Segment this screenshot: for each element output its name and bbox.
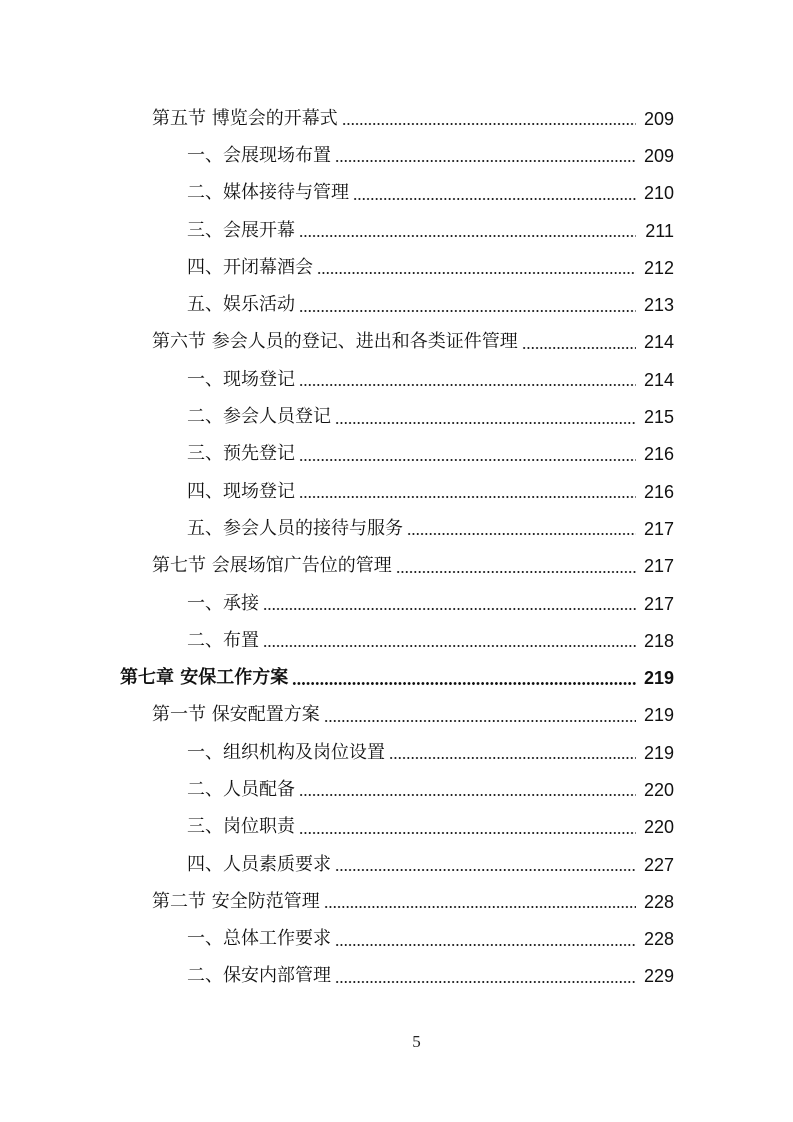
toc-entry-item[interactable] (0, 137, 793, 174)
toc-entry-item[interactable] (0, 398, 793, 435)
toc-entry-page-number: 215 (643, 407, 674, 428)
table-of-contents (0, 100, 793, 995)
toc-entry-page-number: 210 (643, 183, 674, 204)
toc-entry-item[interactable] (0, 212, 793, 249)
toc-entry-page-number: 214 (643, 332, 674, 353)
toc-entry-title: 三、预先登记 (187, 443, 295, 465)
toc-entry-title: 第七节 会展场馆广告位的管理 (152, 555, 392, 577)
dot-leader (299, 308, 636, 313)
toc-entry-title: 第二节 安全防范管理 (152, 890, 320, 912)
toc-entry-title: 一、承接 (187, 592, 259, 614)
dot-leader (335, 979, 636, 984)
toc-entry-title: 一、现场登记 (187, 368, 295, 390)
toc-entry-page-number: 214 (643, 369, 674, 390)
toc-entry-page-number: 209 (643, 108, 674, 129)
toc-entry-page-number: 228 (643, 891, 674, 912)
toc-entry-title: 四、开闭幕酒会 (187, 256, 313, 278)
page-number: 5 (412, 1032, 421, 1051)
dot-leader (335, 868, 636, 873)
toc-entry-page-number: 216 (643, 481, 674, 502)
toc-entry-page-number: 227 (643, 854, 674, 875)
dot-leader (299, 793, 636, 798)
dot-leader (299, 830, 636, 835)
toc-entry-item[interactable] (0, 249, 793, 286)
toc-entry-title: 一、总体工作要求 (187, 928, 331, 950)
dot-leader (299, 495, 636, 500)
toc-entry-title: 一、组织机构及岗位设置 (187, 741, 385, 763)
toc-entry-item[interactable] (0, 510, 793, 547)
toc-entry-page-number: 219 (643, 705, 674, 726)
toc-entry-section[interactable] (0, 324, 793, 361)
toc-entry-title: 二、参会人员登记 (187, 406, 331, 428)
toc-entry-title: 四、现场登记 (187, 480, 295, 502)
toc-entry-page-number: 217 (643, 518, 674, 539)
toc-entry-page-number: 220 (643, 817, 674, 838)
toc-entry-item[interactable] (0, 809, 793, 846)
dot-leader (263, 644, 636, 649)
dot-leader (335, 942, 636, 947)
toc-entry-item[interactable] (0, 921, 793, 958)
toc-entry-item[interactable] (0, 846, 793, 883)
toc-entry-item[interactable] (0, 622, 793, 659)
toc-entry-page-number: 212 (643, 257, 674, 278)
dot-leader (299, 383, 636, 388)
toc-entry-page-number: 213 (643, 295, 674, 316)
toc-entry-page-number: 211 (645, 220, 674, 241)
dot-leader (263, 607, 636, 612)
toc-entry-title: 五、参会人员的接待与服务 (187, 517, 403, 539)
toc-entry-item[interactable] (0, 585, 793, 622)
toc-entry-page-number: 228 (643, 929, 674, 950)
toc-entry-item[interactable] (0, 361, 793, 398)
toc-entry-page-number: 216 (643, 444, 674, 465)
toc-entry-title: 第五节 博览会的开幕式 (152, 107, 338, 129)
toc-entry-page-number: 209 (643, 145, 674, 166)
toc-entry-page-number: 217 (643, 556, 674, 577)
dot-leader (324, 718, 636, 723)
dot-leader (335, 420, 636, 425)
toc-entry-section[interactable] (0, 883, 793, 920)
toc-entry-title: 二、媒体接待与管理 (187, 182, 349, 204)
toc-entry-title: 第七章 安保工作方案 (120, 667, 289, 689)
dot-leader (335, 159, 636, 164)
toc-entry-page-number: 229 (643, 966, 674, 987)
toc-entry-title: 第一节 保安配置方案 (152, 704, 320, 726)
dot-leader (396, 569, 636, 574)
toc-entry-title: 一、会展现场布置 (187, 144, 331, 166)
toc-entry-item[interactable] (0, 771, 793, 808)
toc-entry-item[interactable] (0, 734, 793, 771)
toc-entry-title: 二、保安内部管理 (187, 965, 331, 987)
toc-entry-title: 三、会展开幕 (187, 219, 295, 241)
toc-entry-page-number: 217 (643, 593, 674, 614)
toc-entry-page-number: 220 (643, 779, 674, 800)
toc-entry-item[interactable] (0, 473, 793, 510)
dot-leader (292, 681, 636, 686)
dot-leader (317, 271, 636, 276)
toc-entry-page-number: 219 (643, 742, 674, 763)
toc-entry-page-number: 219 (643, 668, 674, 689)
toc-entry-chapter[interactable] (0, 659, 793, 696)
toc-entry-title: 三、岗位职责 (187, 816, 295, 838)
toc-entry-item[interactable] (0, 286, 793, 323)
toc-entry-item[interactable] (0, 436, 793, 473)
toc-entry-title: 二、人员配备 (187, 778, 295, 800)
toc-entry-section[interactable] (0, 100, 793, 137)
toc-entry-title: 四、人员素质要求 (187, 853, 331, 875)
toc-entry-section[interactable] (0, 697, 793, 734)
dot-leader (407, 532, 636, 537)
dot-leader (389, 756, 636, 761)
toc-entry-title: 二、布置 (187, 629, 259, 651)
dot-leader (299, 234, 636, 239)
dot-leader (342, 122, 636, 127)
dot-leader (324, 905, 636, 910)
dot-leader (522, 345, 636, 350)
toc-entry-section[interactable] (0, 548, 793, 585)
toc-entry-title: 五、娱乐活动 (187, 294, 295, 316)
dot-leader (353, 196, 636, 201)
toc-entry-item[interactable] (0, 958, 793, 995)
toc-entry-item[interactable] (0, 175, 793, 212)
toc-entry-page-number: 218 (643, 630, 674, 651)
dot-leader (299, 457, 636, 462)
toc-entry-title: 第六节 参会人员的登记、进出和各类证件管理 (152, 331, 518, 353)
